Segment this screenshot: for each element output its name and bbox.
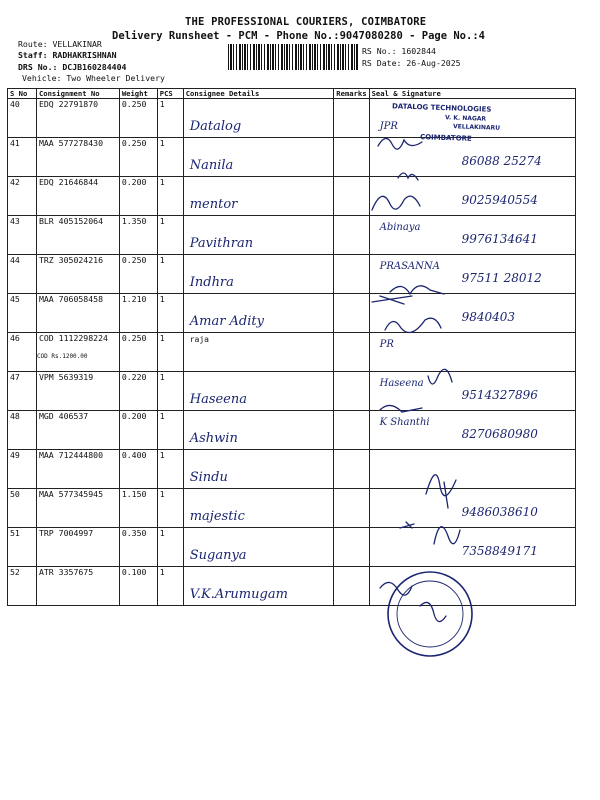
route-label: Route: VELLAKINAR [18, 39, 102, 49]
sno-text: 48 [10, 411, 20, 421]
sno-text: 42 [10, 177, 20, 187]
phone-number: 9025940554 [461, 193, 538, 207]
pcs-value: 1 [159, 567, 165, 577]
weight-value: 0.250 [121, 255, 147, 265]
phone-number: 9840403 [461, 310, 516, 324]
stamp-line3: VELLAKINARU [452, 123, 501, 132]
sno-text: 52 [10, 567, 20, 577]
consignee-name: Suganya [189, 548, 247, 563]
consignee-name: mentor [189, 197, 238, 212]
sno-text: 51 [10, 528, 20, 538]
consignment-number: MAA 577278430 [38, 138, 104, 148]
pcs-value: 1 [159, 138, 165, 148]
pcs-value: 1 [159, 372, 165, 382]
phone-number: 8270680980 [461, 427, 538, 441]
weight-value: 0.100 [121, 567, 147, 577]
drs-number: DRS No.: DCJB160284404 [18, 62, 127, 72]
phone-number: 86088 25274 [461, 154, 542, 168]
weight-value: 0.400 [121, 450, 147, 460]
company-name: THE PROFESSIONAL COURIERS, COIMBATORE [185, 16, 427, 28]
sno-text: 46 [10, 333, 20, 343]
weight-value: 0.350 [121, 528, 147, 538]
weight-value: 0.250 [121, 138, 147, 148]
col-consignment: Consignment No [36, 89, 119, 99]
pcs-value: 1 [159, 294, 165, 304]
phone-number: 9514327896 [461, 388, 538, 402]
vehicle-label: Vehicle: Two Wheeler Delivery [22, 73, 165, 83]
weight-value: 1.150 [121, 489, 147, 499]
consignment-number: ATR 3357675 [38, 567, 94, 577]
sno-text: 40 [10, 99, 20, 109]
pcs-value: 1 [159, 489, 165, 499]
signature-text: PRASANNA [379, 261, 440, 272]
consignee-name: Sindu [189, 470, 228, 485]
col-pcs: PCS [157, 89, 183, 99]
phone-number: 9486038610 [461, 505, 538, 519]
weight-value: 1.350 [121, 216, 147, 226]
stamp-line2: V. K. NAGAR [444, 114, 487, 123]
consignee-name: majestic [189, 509, 245, 524]
pcs-value: 1 [159, 255, 165, 265]
consignee-name: V.K.Arumugam [189, 587, 288, 602]
signature-text: K Shanthi [379, 417, 430, 428]
consignment-number: MAA 577345945 [38, 489, 104, 499]
weight-value: 1.210 [121, 294, 147, 304]
pcs-value: 1 [159, 450, 165, 460]
pcs-value: 1 [159, 333, 165, 343]
signature-text: Abinaya [379, 222, 421, 233]
weight-value: 0.200 [121, 177, 147, 187]
consignment-number: MAA 706058458 [38, 294, 104, 304]
stamp-line4: COIMBATORE [419, 133, 472, 143]
sno-text: 47 [10, 372, 20, 382]
consignment-number: BLR 405152064 [38, 216, 104, 226]
sno-text: 41 [10, 138, 20, 148]
rs-date: RS Date: 26-Aug-2025 [362, 58, 461, 68]
phone-number: 97511 28012 [461, 271, 542, 285]
pcs-value: 1 [159, 528, 165, 538]
pcs-value: 1 [159, 99, 165, 109]
consignment-number: TRZ 305024216 [38, 255, 104, 265]
consignee-name: Indhra [189, 275, 234, 290]
consignment-number: TRP 7004997 [38, 528, 94, 538]
sno-text: 49 [10, 450, 20, 460]
stamp-line1: DATALOG TECHNOLOGIES [391, 102, 492, 114]
phone-number: 9976134641 [461, 232, 538, 246]
consignee-name: Ashwin [189, 431, 238, 446]
weight-value: 0.200 [121, 411, 147, 421]
weight-value: 0.250 [121, 333, 147, 343]
consignee-name: Datalog [189, 119, 242, 134]
sno-text: 50 [10, 489, 20, 499]
weight-value: 0.250 [121, 99, 147, 109]
sno-text: 45 [10, 294, 20, 304]
consignment-number: MGD 406537 [38, 411, 89, 421]
col-weight: Weight [119, 89, 157, 99]
sno-text: 44 [10, 255, 20, 265]
col-remarks: Remarks [334, 89, 369, 99]
col-consignee: Consignee Details [183, 89, 334, 99]
consignee-name: Pavithran [189, 236, 254, 251]
rs-number: RS No.: 1602844 [362, 46, 436, 56]
sno-text: 43 [10, 216, 20, 226]
pcs-value: 1 [159, 216, 165, 226]
runsheet-title: Delivery Runsheet - PCM - Phone No.:9047080280 - Page No.:4 [112, 30, 485, 42]
consignee-name: Amar Adity [189, 314, 264, 329]
weight-value: 0.220 [121, 372, 147, 382]
consignment-number: EDQ 22791870 [38, 99, 99, 109]
consignment-number: EDQ 21646844 [38, 177, 99, 187]
signature-text: JPR [379, 121, 398, 132]
pcs-value: 1 [159, 177, 165, 187]
consignee-name: Nanila [189, 158, 234, 173]
signature-text: PR [379, 339, 394, 350]
cod-amount: COD Rs.1200.00 [36, 353, 88, 360]
staff-label: Staff: RADHAKRISHNAN [18, 50, 117, 60]
col-signature: Seal & Signature [369, 89, 575, 99]
consignment-number: MAA 712444800 [38, 450, 104, 460]
pcs-value: 1 [159, 411, 165, 421]
col-sno: S No [8, 89, 37, 99]
consignee-name: Haseena [189, 392, 248, 407]
phone-number: 7358849171 [461, 544, 538, 558]
signature-text: Haseena [379, 378, 424, 389]
consignment-number: VPM 5639319 [38, 372, 94, 382]
consignee-name: raja [189, 335, 209, 344]
consignment-number: COD 1112298224 [38, 333, 108, 343]
